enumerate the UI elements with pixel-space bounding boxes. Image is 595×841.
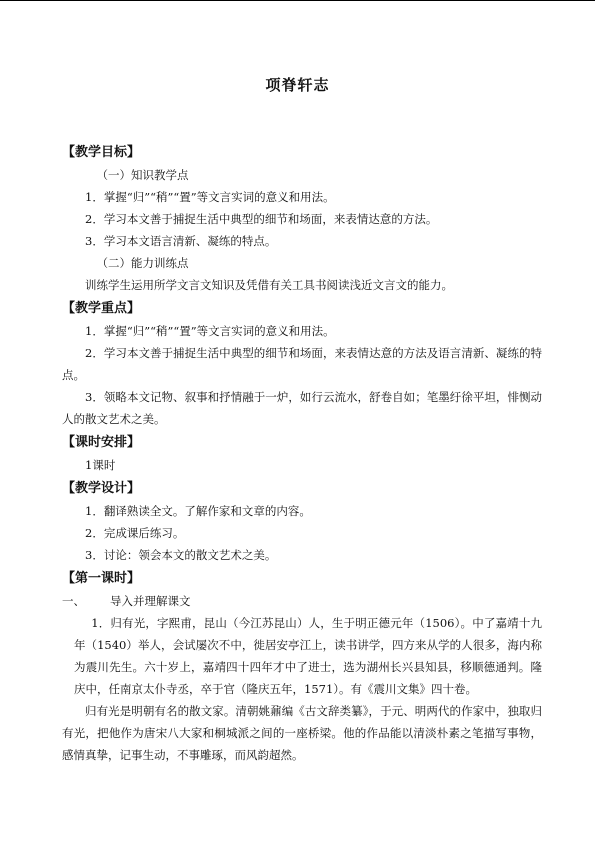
author-biography: 1．归有光，字熙甫，昆山（今江苏昆山）人，生于明正德元年（1506）。中了嘉靖十九年（1540）举人，会试屡次不中，徙居安亭江上，读书讲学，四方来从学的人很多，海内称为震川先生。六十岁上，嘉靖四十四年才中了进士，选为湖州长兴县知县，移顺德通判。隆庆中，任南京太仆寺丞，卒于官（隆庆五年，1571）。有《震川文集》四十卷。 <box>74 616 542 696</box>
section-heading-lesson1: 【第一课时】 <box>62 571 141 586</box>
page-top-rule <box>0 0 595 1</box>
document-title: 项脊轩志 <box>265 76 330 94</box>
design-item: 2．完成课后练习。 <box>85 526 185 540</box>
schedule-text: 1课时 <box>85 458 116 472</box>
ability-text: 训练学生运用所学文言文知识及凭借有关工具书阅读浅近文言文的能力。 <box>85 278 453 292</box>
focus-item: 2．学习本文善于捕捉生活中典型的细节和场面，来表情达意的方法及语言清新、凝练的特点。 <box>62 346 542 382</box>
knowledge-item: 1．掌握“归”“稍”“置”等文言实词的意义和用法。 <box>85 190 335 204</box>
section-number: 一、 <box>62 594 85 608</box>
author-introduction: 归有光是明朝有名的散文家。清朝姚鼐编《古文辞类纂》，于元、明两代的作家中，独取归有光，把他作为唐宋八大家和桐城派之间的一座桥梁。他的作品能以清淡朴素之笔描写事物，感情真挚，记事生动，不事雕琢，而风韵超然。 <box>62 704 542 762</box>
knowledge-item: 3．学习本文语言清新、凝练的特点。 <box>85 234 277 248</box>
section-heading-schedule: 【课时安排】 <box>62 435 141 450</box>
section-title: 导入并理解课文 <box>110 594 191 608</box>
section-heading-goals: 【教学目标】 <box>62 145 141 160</box>
section-heading-design: 【教学设计】 <box>62 481 141 496</box>
ability-subheading: （二）能力训练点 <box>96 256 189 270</box>
section-heading-focus: 【教学重点】 <box>62 301 141 316</box>
document-body <box>62 140 542 766</box>
knowledge-item: 2．学习本文善于捕捉生活中典型的细节和场面，来表情达意的方法。 <box>85 212 438 226</box>
design-item: 1．翻译熟读全文。了解作家和文章的内容。 <box>85 504 311 518</box>
lesson-section-heading <box>62 590 542 612</box>
knowledge-subheading: （一）知识教学点 <box>96 168 189 182</box>
focus-item: 3．领略本文记物、叙事和抒情融于一炉，如行云流水，舒卷自如；笔墨纡徐平坦，悱恻动人的散文艺术之美。 <box>62 390 542 426</box>
focus-item: 1．掌握“归”“稍”“置”等文言实词的意义和用法。 <box>85 324 335 338</box>
design-item: 3．讨论：领会本文的散文艺术之美。 <box>85 548 277 562</box>
